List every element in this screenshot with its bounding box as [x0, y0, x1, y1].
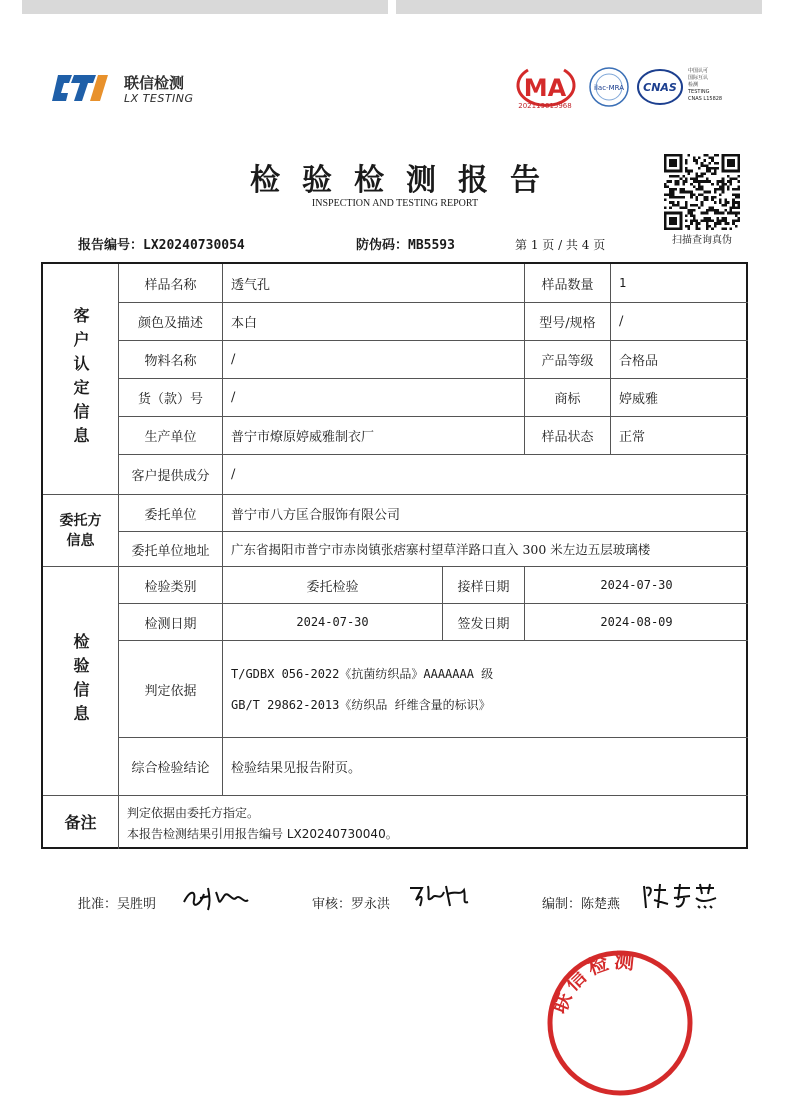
value-composition: /	[222, 454, 748, 494]
ilac-mra-mark	[588, 66, 630, 108]
section-remarks	[43, 795, 118, 849]
value-sample-name: 透气孔	[222, 264, 524, 302]
section-client	[43, 494, 118, 566]
qr-code-icon[interactable]	[664, 154, 740, 230]
remark-line: 判定依据由委托方指定。	[127, 805, 260, 820]
approver-signature	[180, 884, 252, 914]
report-number: 报告编号：LX20240730054	[78, 238, 245, 253]
label-model: 型号/规格	[524, 302, 610, 340]
cma-label: MA	[523, 74, 567, 102]
value-model: /	[610, 302, 748, 340]
cnas-text	[688, 68, 738, 103]
cnas-mark	[636, 67, 684, 107]
label-issue-date: 签发日期	[442, 603, 524, 640]
label-conclusion: 综合检验结论	[118, 737, 222, 795]
value-sample-qty: 1	[610, 264, 748, 302]
label-grade: 产品等级	[524, 340, 610, 378]
label-sample-qty: 样品数量	[524, 264, 610, 302]
ilac-label: ilac-MRA	[594, 84, 624, 92]
label-material: 物料名称	[118, 340, 222, 378]
value-basis	[222, 640, 748, 737]
report-subtitle: INSPECTION AND TESTING REPORT	[311, 198, 479, 209]
value-test-date: 2024-07-30	[222, 603, 442, 640]
logo-mark	[52, 72, 118, 112]
section-customer-label: 客户认定信息	[71, 307, 90, 451]
cnas-line: TESTING	[688, 89, 710, 95]
label-sample-name: 样品名称	[118, 264, 222, 302]
value-state: 正常	[610, 416, 748, 454]
cnas-line: 中国认可	[688, 68, 709, 74]
cnas-line: 国际互认	[688, 75, 709, 81]
anti-fake-code: 防伪码：MB5593	[356, 238, 455, 253]
seal-text: 联信检测	[546, 948, 640, 1017]
section-client-label: 委托方信息	[59, 512, 102, 549]
label-brand: 商标	[524, 378, 610, 416]
section-remarks-label: 备注	[64, 813, 97, 832]
top-strip-right	[396, 0, 762, 14]
logo-mark-icon	[52, 72, 118, 104]
cnas-line: 检测	[688, 82, 699, 88]
label-client-unit: 委托单位	[118, 494, 222, 531]
label-receive-date: 接样日期	[442, 566, 524, 603]
label-basis: 判定依据	[118, 640, 222, 737]
basis-line: GB/T 29862-2013《纺织品 纤维含量的标识》	[231, 698, 491, 712]
label-test-type: 检验类别	[118, 566, 222, 603]
label-test-date: 检测日期	[118, 603, 222, 640]
value-receive-date: 2024-07-30	[524, 566, 748, 603]
preparer: 编制：陈楚燕	[542, 897, 621, 912]
logo-name-en: LX TESTING	[124, 92, 194, 105]
cma-number: 202119015968	[518, 102, 572, 110]
label-client-address: 委托单位地址	[118, 531, 222, 566]
value-client-address: 广东省揭阳市普宁市赤岗镇张痞寨村望草洋路口直入 300 米左边五层玻璃楼	[222, 531, 748, 566]
approver: 批准：吴胜明	[78, 897, 157, 912]
reviewer-signature	[406, 880, 470, 910]
value-brand: 婷威雅	[610, 378, 748, 416]
top-strip-left	[22, 0, 388, 14]
report-title: 检验检测报告	[250, 163, 562, 198]
company-seal	[545, 948, 695, 1098]
value-test-type: 委托检验	[222, 566, 442, 603]
remark-line: 本报告检测结果引用报告编号 LX20240730040。	[127, 826, 398, 841]
value-material: /	[222, 340, 524, 378]
cnas-line: CNAS L15828	[688, 96, 723, 102]
label-color: 颜色及描述	[118, 302, 222, 340]
logo-name-cn: 联信检测	[124, 74, 185, 92]
preparer-signature	[640, 880, 720, 912]
reviewer: 审核：罗永洪	[312, 897, 391, 912]
label-manufacturer: 生产单位	[118, 416, 222, 454]
value-client-unit: 普宁市八方匡合服饰有限公司	[222, 494, 748, 531]
report-table	[41, 262, 748, 849]
value-conclusion: 检验结果见报告附页。	[222, 737, 748, 795]
section-inspection	[43, 566, 118, 795]
value-issue-date: 2024-08-09	[524, 603, 748, 640]
basis-line: T/GDBX 056-2022《抗菌纺织品》AAAAAAA 级	[231, 667, 494, 681]
page-indicator: 第 1 页 / 共 4 页	[515, 238, 606, 252]
label-item-no: 货（款）号	[118, 378, 222, 416]
label-state: 样品状态	[524, 416, 610, 454]
qr-caption: 扫描查询真伪	[672, 235, 732, 246]
remarks-content	[118, 795, 748, 849]
value-color: 本白	[222, 302, 524, 340]
company-logo	[52, 70, 212, 110]
value-grade: 合格品	[610, 340, 748, 378]
value-item-no: /	[222, 378, 524, 416]
section-customer	[43, 264, 118, 494]
section-inspection-label: 检验信息	[71, 633, 90, 729]
label-composition: 客户提供成分	[118, 454, 222, 494]
cnas-label: CNAS	[643, 81, 677, 94]
value-manufacturer: 普宁市燎原婷威雅制衣厂	[222, 416, 524, 454]
